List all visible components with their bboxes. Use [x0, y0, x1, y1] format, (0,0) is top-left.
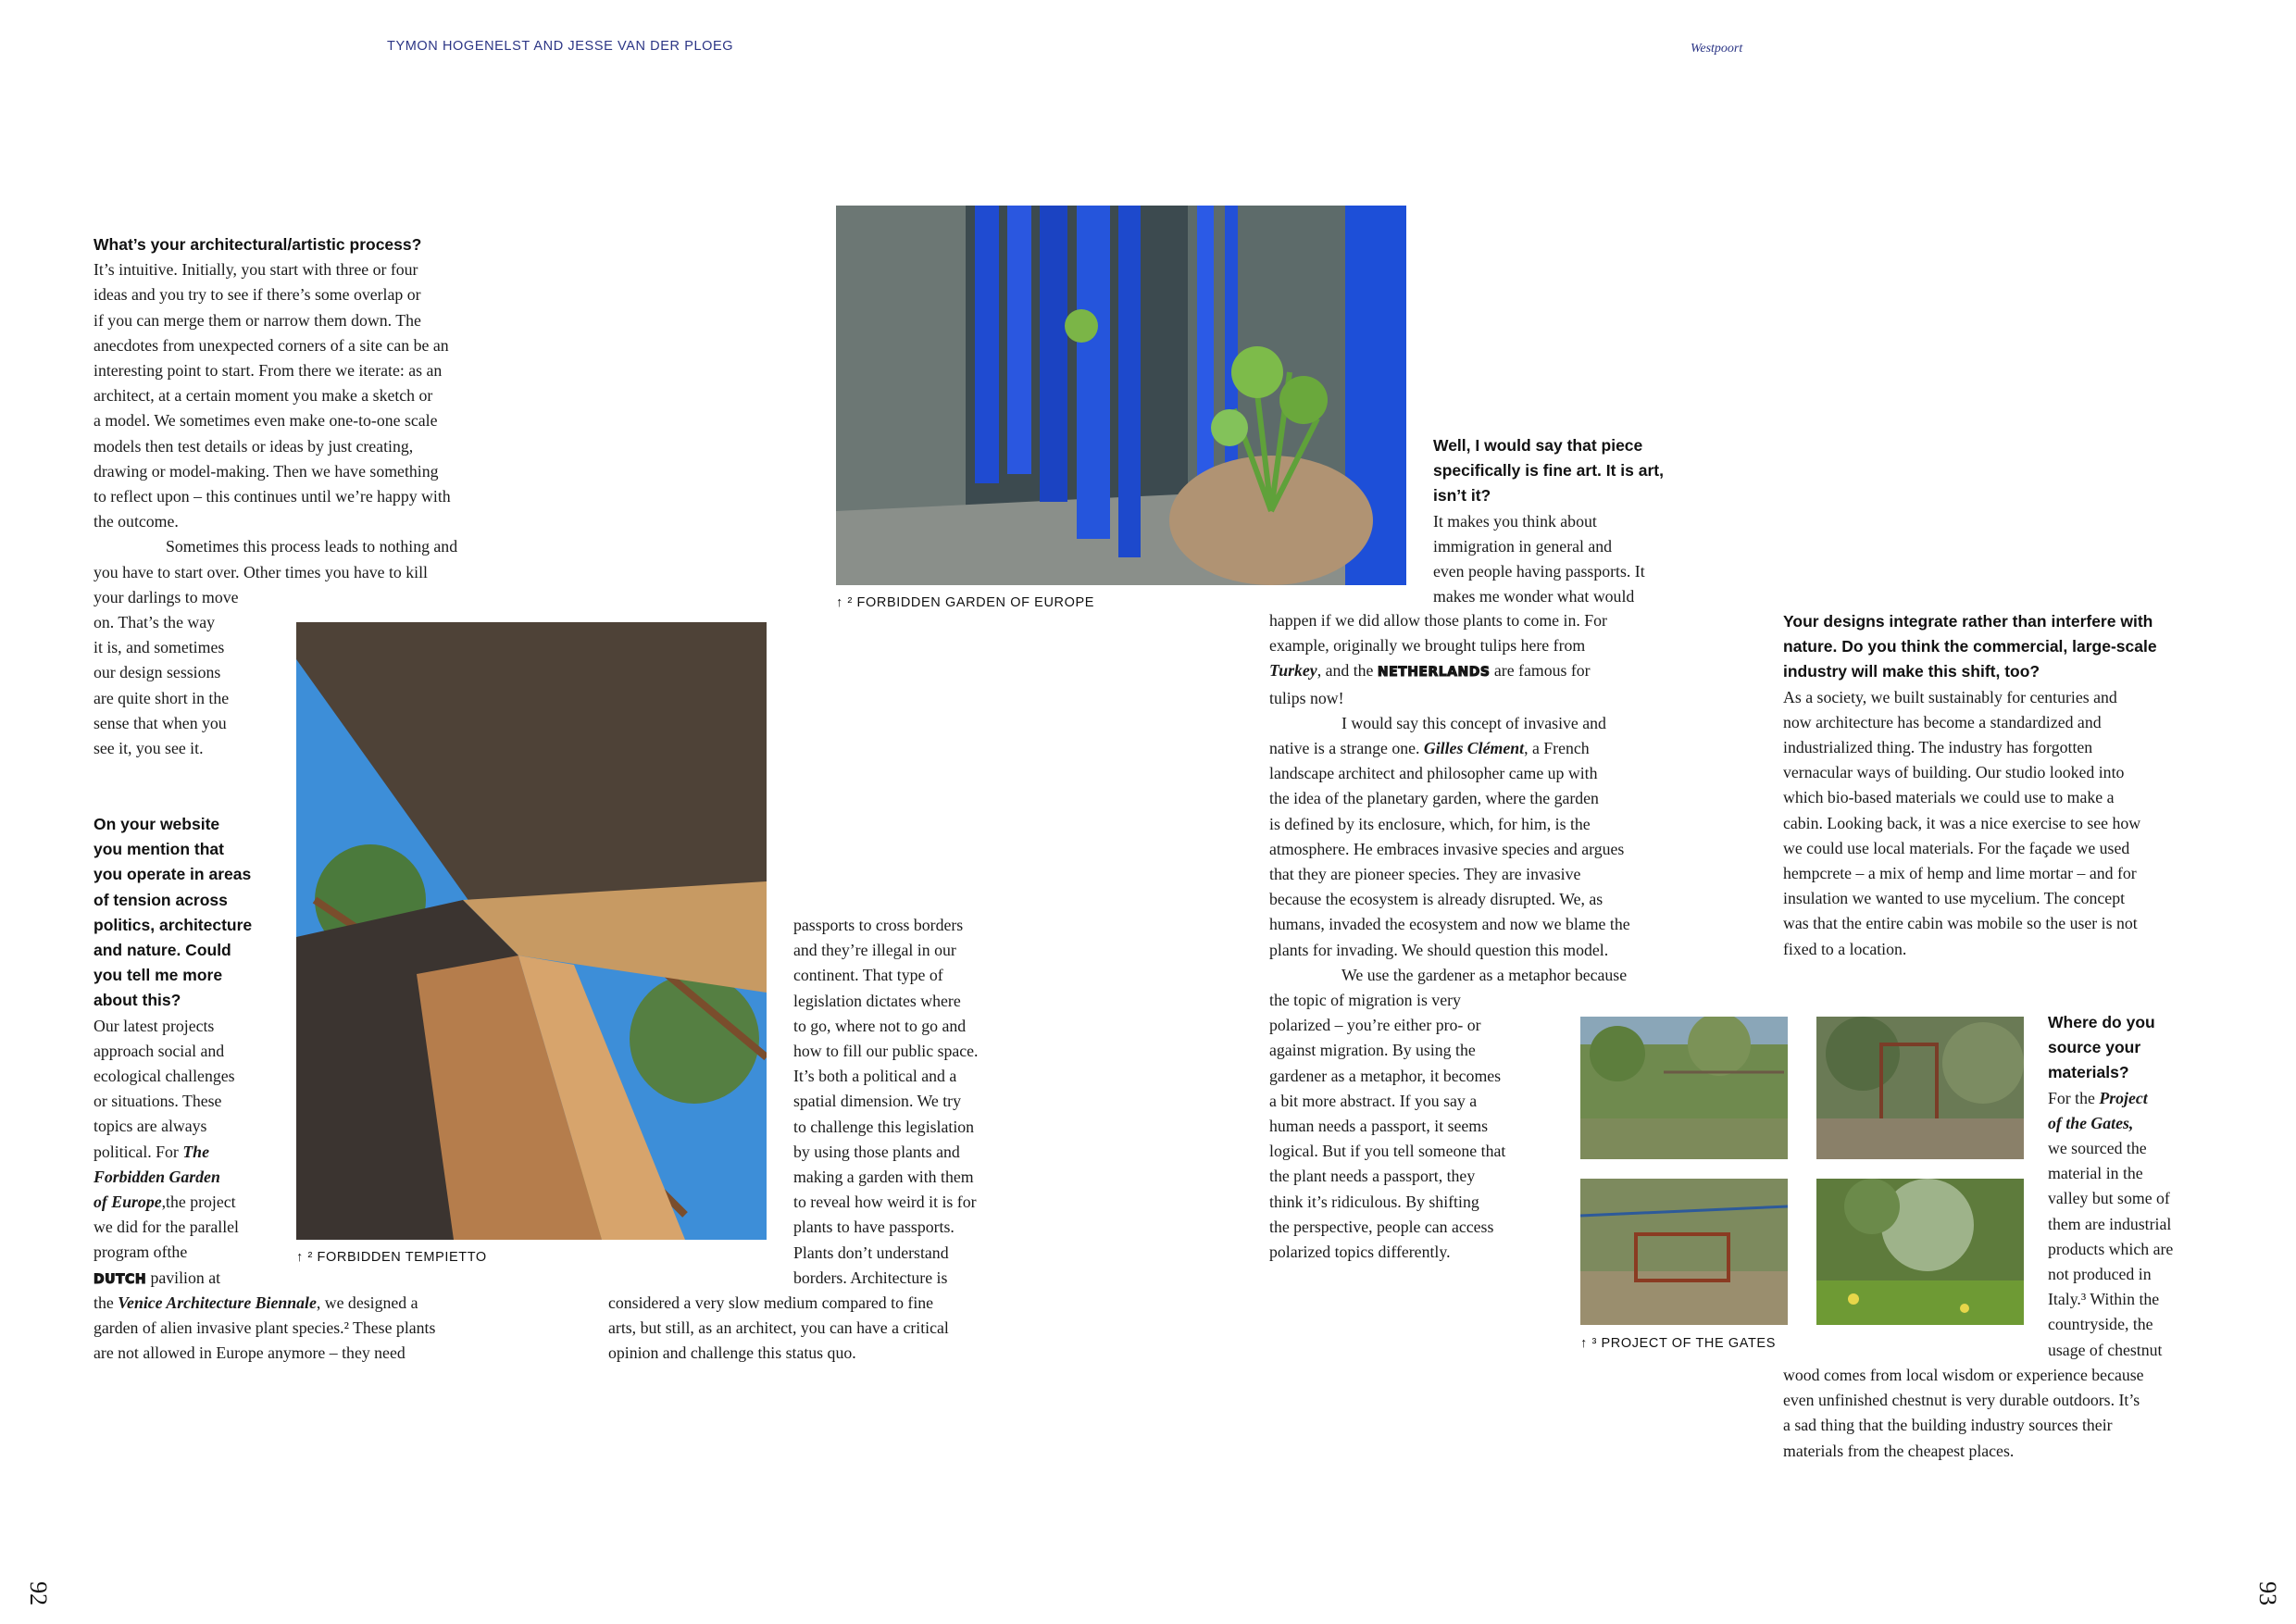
- running-head-authors: TYMON HOGENELST AND JESSE VAN DER PLOEG: [387, 39, 734, 54]
- caption-forbidden-garden: ↑ ² FORBIDDEN GARDEN OF EUROPE: [836, 595, 1095, 610]
- text-line: polarized – you’re either pro- or: [1269, 1016, 1481, 1035]
- caption-forbidden-tempietto: ↑ ² FORBIDDEN TEMPIETTO: [296, 1250, 487, 1265]
- text-line: anecdotes from unexpected corners of a site can be an: [94, 335, 449, 355]
- text-line: approach social and: [94, 1041, 225, 1060]
- text-line: we sourced the: [2048, 1139, 2147, 1158]
- text: , a French: [1524, 739, 1590, 758]
- q4-question-line: Your designs integrate rather than interfere with: [1783, 612, 2153, 631]
- text-line: legislation dictates where: [793, 991, 961, 1010]
- text-line: vernacular ways of building. Our studio looked into: [1783, 763, 2125, 782]
- page-number-right: 93: [2254, 1581, 2281, 1605]
- text-line: was that the entire cabin was mobile so the user is not: [1783, 914, 2138, 933]
- text-line: interesting point to start. From there we iterate: as an: [94, 361, 443, 381]
- text-line: considered a very slow medium compared to fine: [608, 1293, 934, 1312]
- text-line: how to fill our public space.: [793, 1042, 979, 1061]
- forbidden-tempietto-photo: [296, 622, 767, 1240]
- q2-question-line: of tension across: [94, 890, 228, 909]
- text-line: [2048, 1086, 2233, 1111]
- project-title: The: [182, 1142, 209, 1161]
- q3-continued: [1269, 608, 1714, 1265]
- event-title: Venice Architecture Biennale: [118, 1293, 317, 1312]
- text-line: to go, where not to go and: [793, 1016, 967, 1035]
- q1-question: What’s your architectural/artistic process?: [94, 235, 422, 254]
- text-line: usage of chestnut: [2048, 1340, 2163, 1359]
- q5-question-line: Where do you: [2048, 1013, 2155, 1031]
- gates-photo-4-illustration: [1816, 1179, 2024, 1325]
- text-line: the topic of migration is very: [1269, 991, 1461, 1010]
- gates-photo-1: [1580, 1017, 1788, 1159]
- text-line: spatial dimension. We try: [793, 1092, 961, 1111]
- q4-question-line: industry will make this shift, too?: [1783, 662, 2040, 681]
- text-line: Our latest projects: [94, 1016, 215, 1035]
- text: , and the: [1316, 661, 1378, 681]
- text-line: I would say this concept of invasive and: [1341, 713, 1606, 732]
- q2-question-line: you mention that: [94, 840, 224, 859]
- gates-photo-4: [1816, 1179, 2024, 1325]
- text-line: material in the: [2048, 1164, 2143, 1183]
- q2-question-line: you tell me more: [94, 966, 223, 985]
- text-line: polarized topics differently.: [1269, 1243, 1451, 1262]
- text-line: see it, you see it.: [94, 739, 204, 758]
- text-line: a sad thing that the building industry sources their: [1783, 1416, 2113, 1435]
- q2-column-2: [793, 913, 1043, 1291]
- gates-photo-2-illustration: [1816, 1017, 2024, 1159]
- text-line: hempcrete – a mix of hemp and lime mortar – and for: [1783, 864, 2137, 883]
- text: political. For: [94, 1142, 179, 1161]
- q5-question-line: materials?: [2048, 1063, 2129, 1082]
- country-name: Turkey: [1269, 661, 1317, 681]
- q2-block: [94, 812, 306, 1293]
- text-line: atmosphere. He embraces invasive species and argues: [1269, 839, 1625, 858]
- text-line: because the ecosystem is already disrupted. We, as: [1269, 890, 1603, 909]
- text-line: makes me wonder what would: [1433, 587, 1635, 606]
- text-line: is defined by its enclosure, which, for him, is the: [1269, 814, 1591, 833]
- q3-question-line: isn’t it?: [1433, 486, 1491, 506]
- gates-photo-3: [1580, 1179, 1788, 1325]
- forbidden-garden-photo: [836, 206, 1406, 585]
- project-title: Forbidden Garden: [94, 1167, 220, 1186]
- q3-question-line: specifically is fine art. It is art,: [1433, 461, 1664, 481]
- text-line: Sometimes this process leads to nothing and: [166, 537, 458, 556]
- text-line: architect, at a certain moment you make a sketch or: [94, 386, 433, 406]
- text-line: now architecture has become a standardized and: [1783, 712, 2102, 731]
- text-line: plants to have passports.: [793, 1218, 955, 1237]
- q3-block: [1433, 433, 1711, 609]
- text-line: countryside, the: [2048, 1315, 2153, 1334]
- text-line: think it’s ridiculous. By shifting: [1269, 1192, 1479, 1211]
- text-line: to reveal how weird it is for: [793, 1193, 977, 1212]
- text: pavilion at: [146, 1268, 221, 1287]
- text-line: materials from the cheapest places.: [1783, 1441, 2015, 1460]
- text-line: [94, 1266, 306, 1293]
- text-line: It’s both a political and a: [793, 1067, 957, 1086]
- text-line: ecological challenges: [94, 1067, 235, 1086]
- text: the: [94, 1293, 119, 1312]
- text-line: and they’re illegal in our: [793, 941, 956, 960]
- q4-block: [1783, 609, 2227, 962]
- text-line: we could use local materials. For the façade we used: [1783, 838, 2130, 857]
- text-line: fixed to a location.: [1783, 939, 1907, 958]
- text-line: even unfinished chestnut is very durable outdoors. It’s: [1783, 1391, 2140, 1410]
- text-line: a model. We sometimes even make one-to-one scale: [94, 411, 438, 431]
- q3-question-line: Well, I would say that piece: [1433, 436, 1643, 455]
- text-line: to challenge this legislation: [793, 1117, 975, 1136]
- text-line: insulation we wanted to use mycelium. The concept: [1783, 889, 2126, 908]
- text: For the: [2048, 1088, 2100, 1107]
- text-line: wood comes from local wisdom or experience because: [1783, 1366, 2144, 1384]
- text-line: even people having passports. It: [1433, 562, 1645, 581]
- text-line: models then test details or ideas by just creating,: [94, 436, 414, 456]
- q2-column-2-wide: [608, 1291, 1053, 1367]
- text: ,the project: [161, 1193, 236, 1212]
- text-line: [94, 1140, 306, 1165]
- text-line: not produced in: [2048, 1265, 2152, 1284]
- q2-question-line: about this?: [94, 991, 181, 1010]
- text-line: logical. But if you tell someone that: [1269, 1142, 1506, 1161]
- project-title: of the Gates,: [2048, 1113, 2134, 1132]
- text-line: the plant needs a passport, they: [1269, 1167, 1476, 1186]
- q5-continued: [1783, 1363, 2237, 1464]
- text-line: [94, 1190, 306, 1215]
- text-line: We use the gardener as a metaphor because: [1341, 965, 1628, 984]
- text-line: program ofthe: [94, 1243, 188, 1262]
- text-line: the perspective, people can access: [1269, 1217, 1494, 1236]
- text-line: that they are pioneer species. They are invasive: [1269, 865, 1581, 884]
- person-name: Gilles Clément: [1423, 739, 1525, 758]
- text-line: valley but some of: [2048, 1189, 2170, 1208]
- text-line: are not allowed in Europe anymore – they need: [94, 1343, 406, 1363]
- text-line: against migration. By using the: [1269, 1041, 1476, 1060]
- text-line: if you can merge them or narrow them down. The: [94, 310, 421, 330]
- text-line: it is, and sometimes: [94, 638, 225, 657]
- text-line: tulips now!: [1269, 688, 1344, 707]
- project-title: of Europe: [94, 1193, 162, 1212]
- text-line: example, originally we brought tulips here from: [1269, 636, 1586, 656]
- text-line: or situations. These: [94, 1092, 222, 1111]
- text-line: to reflect upon – this continues until we’re happy with: [94, 487, 451, 506]
- text-line: a bit more abstract. If you say a: [1269, 1091, 1478, 1110]
- text-line: making a garden with them: [793, 1168, 974, 1187]
- dutch-display-word: DUTCH: [94, 1271, 147, 1287]
- forbidden-garden-illustration: [836, 206, 1406, 585]
- q2-question-line: and nature. Could: [94, 941, 231, 960]
- text-line: which bio-based materials we could use to make a: [1783, 788, 2115, 807]
- text-line: continent. That type of: [793, 966, 943, 985]
- text-line: products which are: [2048, 1239, 2174, 1258]
- q2-question-line: politics, architecture: [94, 915, 253, 934]
- text-line: on. That’s the way: [94, 613, 216, 632]
- running-head-section: Westpoort: [1691, 42, 1743, 56]
- gates-photo-1-illustration: [1580, 1017, 1788, 1159]
- q4-question-line: nature. Do you think the commercial, large-scale: [1783, 637, 2157, 656]
- text-line: It makes you think about: [1433, 511, 1597, 531]
- text-line: garden of alien invasive plant species.² These plants: [94, 1318, 436, 1338]
- gates-photo-2: [1816, 1017, 2024, 1159]
- text-line: the outcome.: [94, 512, 179, 531]
- text: are famous for: [1490, 661, 1591, 681]
- text-line: Italy.³ Within the: [2048, 1290, 2160, 1309]
- forbidden-tempietto-illustration: [296, 622, 767, 1240]
- q2-question-line: you operate in areas: [94, 865, 252, 884]
- text-line: the idea of the planetary garden, where the garden: [1269, 789, 1599, 808]
- text-line: your darlings to move: [94, 587, 239, 606]
- text-line: As a society, we built sustainably for centuries and: [1783, 687, 2117, 706]
- project-title: Project: [2099, 1088, 2148, 1107]
- text-line: landscape architect and philosopher came up with: [1269, 764, 1598, 783]
- text-line: arts, but still, as an architect, you can have a critical: [608, 1318, 949, 1338]
- q2-continued: [94, 1291, 575, 1367]
- q5-block: [2048, 1010, 2233, 1363]
- text-line: gardener as a metaphor, it becomes: [1269, 1066, 1502, 1085]
- text-line: Plants don’t understand: [793, 1243, 949, 1262]
- text-line: opinion and challenge this status quo.: [608, 1343, 856, 1363]
- text-line: our design sessions: [94, 663, 221, 682]
- caption-project-of-the-gates: ↑ ³ PROJECT OF THE GATES: [1580, 1336, 1776, 1351]
- text-line: passports to cross borders: [793, 916, 964, 934]
- text-line: happen if we did allow those plants to come in. For: [1269, 611, 1607, 630]
- text-line: industrialized thing. The industry has forgotten: [1783, 738, 2093, 757]
- text-line: by using those plants and: [793, 1142, 960, 1161]
- text-line: It’s intuitive. Initially, you start with three or four: [94, 260, 418, 280]
- text-line: cabin. Looking back, it was a nice exercise to see how: [1783, 813, 2141, 832]
- text-line: we did for the parallel: [94, 1218, 240, 1237]
- text-line: human needs a passport, it seems: [1269, 1117, 1489, 1136]
- text-line: sense that when you: [94, 713, 227, 732]
- text-line: immigration in general and: [1433, 536, 1613, 556]
- text: , we designed a: [316, 1293, 418, 1312]
- text-line: borders. Architecture is: [793, 1268, 948, 1287]
- text-line: [1269, 736, 1714, 761]
- q5-question-line: source your: [2048, 1038, 2141, 1057]
- text-line: drawing or model-making. Then we have something: [94, 461, 439, 481]
- text: native is a strange one.: [1269, 739, 1424, 758]
- text-line: humans, invaded the ecosystem and now we blame the: [1269, 915, 1630, 934]
- text-line: topics are always: [94, 1117, 207, 1136]
- page-number-left: 92: [25, 1581, 52, 1605]
- netherlands-display-word: NETHERLANDS: [1377, 665, 1491, 681]
- text-line: them are industrial: [2048, 1214, 2172, 1233]
- text-line: plants for invading. We should question this model.: [1269, 940, 1609, 959]
- text-line: ideas and you try to see if there’s some overlap or: [94, 285, 421, 305]
- text-line: [94, 1291, 575, 1316]
- text-line: are quite short in the: [94, 688, 230, 707]
- gates-photo-3-illustration: [1580, 1179, 1788, 1325]
- text-line: [1269, 658, 1714, 685]
- text-line: you have to start over. Other times you have to kill: [94, 562, 428, 581]
- q2-question-line: On your website: [94, 815, 220, 833]
